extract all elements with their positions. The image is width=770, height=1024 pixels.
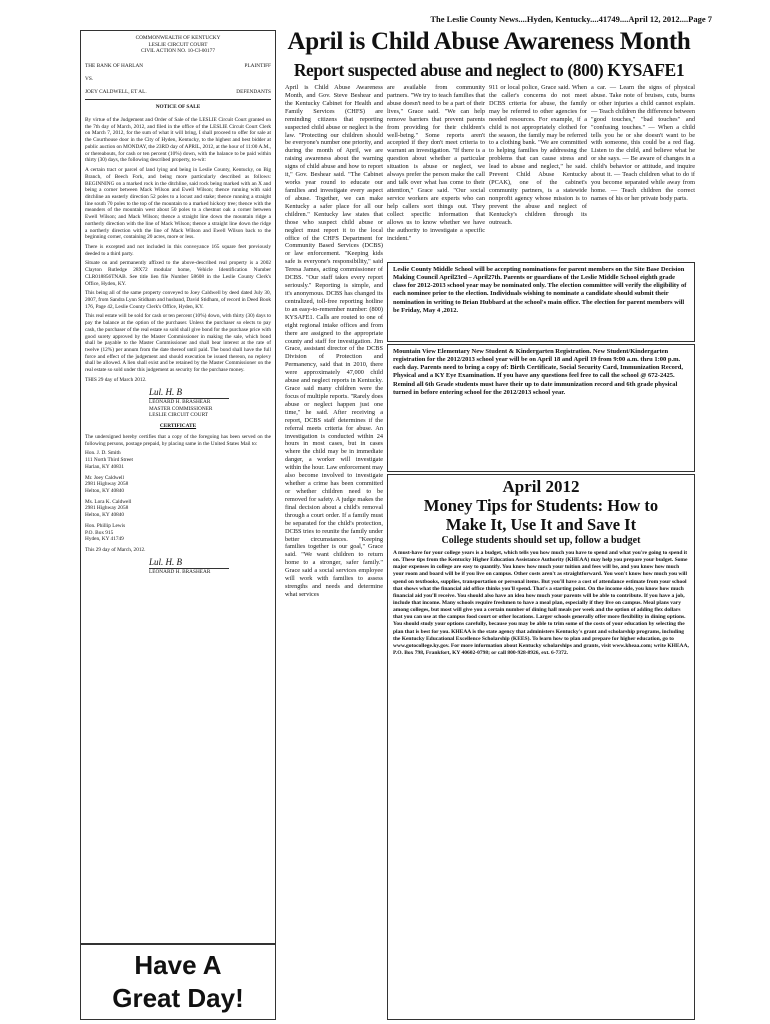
legal-notice bbox=[80, 30, 276, 944]
money-tips-title-2: Make It, Use It and Save It bbox=[445, 514, 637, 534]
article-column bbox=[387, 84, 485, 262]
court-line: LESLIE CIRCUIT COURT bbox=[148, 41, 208, 48]
registration-notice bbox=[387, 344, 695, 472]
article-column bbox=[285, 84, 383, 1020]
legal-paragraph: This real estate will be sold for cash or ten percent (10%) down, with thirty (30) days to pay the balance at the option of the purchaser. Unless the purchaser so elects to pay cash, the purchaser of the real estate so sold shall give bond for the purchase price with good surety approved by the Master Commissioner in making the sale, which bond shall be payable to the Master Commissioner and shall bear interest at the rate of twelve (12%) per annum from the date thereof until paid. The bond shall have the full force and effect of the judgement and should execution be issued thereon, no replevy shall be allowed. A lien shall exist and be retained by the Master Commissioner on the real estate so sold under this judgement as security for the purchase money. bbox=[85, 313, 271, 374]
signature: Lul. H. B bbox=[149, 387, 229, 399]
signer-line: LEONARD H. BRASHEAR bbox=[149, 399, 211, 406]
article-column bbox=[591, 84, 695, 262]
defendant-label: DEFENDANTS bbox=[236, 88, 271, 95]
money-tips-box bbox=[387, 474, 695, 1020]
article-text: a car. — Learn the signs of physical abuse. Take note of bruises, cuts, burns or other injuries a child cannot explain. — Teach children the difference between "good touches," "bad touches" and "confusing touches." — When a child tells you he or she doesn't want to be with someone, this could be a red flag. Listen to the child, and believe what he or she says. — Be aware of changes in a child's behavior or attitude, and inquire about it. — Teach children what to do if you become separated while away from home. — Teach children the correct names of his or her private body parts. bbox=[591, 84, 695, 202]
article-text: are available from community partners. "We try to teach families that abuse doesn't need to be a part of their lives," Grace said. "We can help remove barriers that prevent parents from providing for their children's well-being." Some reports aren't accepted if they don't meet criteria to warrant an investigation. "If there is a question about whether a particular situation is abuse or neglect, we always prefer the person make the call and talk over what has come to their attention," Grace said. "Our social service workers are experts who can help callers sort things out. They collect specific information that allows us to know whether we have the authority to investigate a specific incident." bbox=[387, 84, 485, 242]
defendant-name: JOEY CALDWELL, ET AL. bbox=[85, 88, 147, 95]
certificate-text: The undersigned hereby certifies that a copy of the foregoing has been served on the following persons, postage prepaid, by placing same in the United States Mail to: bbox=[85, 433, 271, 447]
signer2-line: LEONARD H. BRASHEAR bbox=[149, 569, 211, 576]
money-tips-title: Money Tips for Students: How to bbox=[423, 495, 659, 515]
certificate-title: CERTIFICATE bbox=[159, 423, 197, 430]
signature-2: Lul. H. B bbox=[149, 557, 229, 569]
court-line: CIVIL ACTION NO. 10-CI-00177 bbox=[141, 48, 215, 55]
court-line: COMMONWEALTH OF KENTUCKY bbox=[135, 35, 221, 41]
plaintiff-name: THE BANK OF HARLAN bbox=[85, 63, 144, 70]
greeting-box bbox=[80, 944, 276, 1020]
legal-paragraph: Situate on and permanently affixed to the above-described real property is a 2002 Clayton Rutledge 28X72 modular home, Vehicle Identification Number CLR018856TNAB. See title lien file Number 58608 in the Leslie County Clerk's Office, Hyden, KY. bbox=[85, 260, 271, 287]
article-text: April is Child Abuse Awareness Month, and Gov. Steve Beshear and the Kentucky Cabinet for Health and Family Services (CHFS) are reminding citizens that reporting suspected child abuse or neglect is the law. "Protecting our children should be everyone's number one priority, and during the month of April, we are raising awareness about the warning signs of child abuse and how to report it," Gov. Beshear said. "The Cabinet works year round to educate our families and investigate every aspect of abuse. Together, we can make Kentucky a safer place for all our children." Kentucky law states that those who suspect child abuse or neglect must report it to the local office of the CHFS Department for Community Based Services (DCBS) or law enforcement. "Keeping kids safe is everyone's responsibility," said Teresa James, acting commissioner of DCBS. "Our staff takes every report seriously." Reporting is simple, and it's anonymous. DCBS has changed its centralized, toll-free reporting hotline to an easy-to-remember number: (800) KYSAFE1. Calls are routed to one of eight regional intake offices and from there are assigned to the appropriate county and staff for investigation. Jim Grace, assistant director of the DCBS Division of Protection and Permanency, said that in 2010, there were approximately 47,000 child abuse and neglect reports in Kentucky. Grace said many children were the focus of multiple reports. "Rarely does abuse or neglect happen just one time," he said. After receiving a report, DCBS staff determines if the referral meets criteria for abuse. An investigation is conducted within 24 hours in most cases, but in cases where the child may be in immediate danger, a worker will investigate within the hour. Law enforcement may also become involved to investigate whether a crime has been committed or whether children need to be removed for safety. A judge makes the final decision about a child's removal through a court order. If a family must be separated for the child's protection, DCBS tries to reunite the family under better circumstances. "Keeping families together is our goal," Grace said. "We want children to return home to a stronger, safer family." Grace said a social services employee will work with families to assess strengths and needs and determine what services bbox=[285, 84, 383, 598]
dated-line-2: This 29 day of March, 2012. bbox=[85, 546, 146, 553]
dated-line: THIS 29 day of March 2012. bbox=[85, 376, 147, 383]
article-column bbox=[489, 84, 587, 262]
notice-text: Mountain View Elementary New Student & Kindergarten Registration. New Student/Kindergarten registration for the 2012/2013 school year will be on April 18 and April 19 from 9:00 a.m. thru 1:00 p.m. each day. Parents need to bring a copy of: Birth Certificate, Social Security Card, Immunization Record, Physical and a KY Eye Examination. If you have any questions feel free to call the school @ 672-2425. Remind all 6th Grade students must have their up to date immunization record and 6th grade physical turned in before entering school for the 2012/2013 school year. bbox=[393, 348, 683, 396]
legal-paragraph: By virtue of the Judgement and Order of Sale of the LESLIE Circuit Court granted on the 7th day of March, 2012, and filed in the office of the LESLIE Circuit Court Clerk on March 7, 2012, for the sum of what it will bring, I shall proceed to offer for sale at the Courthouse door in the City of Hyden, Kentucky, to the highest and best bidder at public auction on MONDAY, the 23RD day of APRIL, 2012, at the hour of 11:00 A.M., or thereabouts, for cash or ten percent (10%) down, with the balance to be paid within thirty (30) days, the following described property, to-wit: bbox=[85, 117, 271, 164]
article-title: April is Child Abuse Awareness Month bbox=[287, 28, 691, 55]
legal-paragraph: There is excepted and not included in this conveyance 165 square feet previously deeded to a third party. bbox=[85, 243, 271, 257]
legal-paragraph: A certain tract or parcel of land lying and being in Leslie County, Kentucky, on Big Branch, of Beech Fork, and being more particularly described as follows: BEGINNING on a marked rock in the ditchline, said rock being marked with an X and being a corner between Mack Wilson and Ewell Wilson; thence running with said ditchline an easterly direction 52 poles to a locust and stake; thence running a straight line south 70 poles to the top of the mountain to a marked hickory tree; thence with the meanders of the mountain west about 50 poles to a chestnut oak a corner between Ewell Wilson; and Mack Wilson; thence a straight line down the mountain ridge a northerly direction with the line of Mack Wilson; thence a straight line down the ridge a northerly direction with the line of Mack Wilson and Ewell Wilson back to the beginning corner, containing 20 acres, more or less. bbox=[85, 167, 271, 241]
money-tips-subtitle: College students should set up, follow a budget bbox=[441, 535, 641, 547]
greeting-line: Great Day! bbox=[112, 982, 244, 1013]
money-tips-body: A must-have for your college years is a budget, which tells you how much you have to spend and what you're going to spend it on. These tips from the Kentucky Higher Education Assistance Authority (KHEAA) may help you prepare your budget. Some major expenses in college are easy to quantify. You know how much your tuition and fees will be, and you know how much your room and board will be if you live on campus. Other costs aren't as straightforward. You won't know how much you will spend on textbooks, supplies, transportation or personal items. But you'll have a cost of attendance estimate from your school that shows what the financial aid office thinks you'll spend. That's a starting point. On the income side, you know how much financial aid you'll receive. You should also have an idea how much your parents will be able to contribute. If you have a job, include that income. Many schools require freshmen to have a meal plan, especially if they live on campus. Meal plans vary among colleges, but most will give you a certain number of dining hall meals per week and the option of adding flex dollars that you can use at the campus food court or other locations. Larger schools generally offer more flexibility in dining options. You should study your options carefully, because you may be able to trim some of the costs of your education by selecting the plan that is best for you. KHEAA is the state agency that administers Kentucky's grant and scholarship programs, including the Kentucky Educational Excellence Scholarship (KEES). To learn how to plan and prepare for higher education, go to www.gotocollege.ky.gov. For more information about Kentucky scholarships and grants, visit www.kheaa.com; write KHEAA, P.O. Box 798, Frankfort, KY 40602-0798; or call 800-928-8926, ext. 6-7372. bbox=[393, 549, 689, 656]
middle-school-notice bbox=[387, 262, 695, 342]
article-subtitle: Report suspected abuse and neglect to (800) KYSAFE1 bbox=[293, 60, 685, 80]
greeting-line: Have A bbox=[134, 950, 222, 980]
address-block: Hon. Phillip Lewis P.O. Box 915 Hyden, KY 41749 bbox=[85, 522, 126, 543]
money-tips-date: April 2012 bbox=[502, 477, 580, 496]
address-block: Hon. J. D. Smith 111 North Third Street Harlan, KY 40831 bbox=[85, 450, 133, 470]
signer-line: MASTER COMMISSIONER bbox=[149, 405, 213, 412]
address-block: Ms. Lora K. Caldwell 2981 Highway 2058 Helton, KY 40840 bbox=[85, 498, 132, 519]
notice-text: Leslie County Middle School will be accepting nominations for parent members on the Site Base Decision Making Council April23rd – April27th. Parents or guardians of the Leslie Middle School eighth grade class for 2012-2013 school year may be nominated only. The election committee will verify the eligibility of each nominee prior to the election. Individuals wishing to nominate a candidate should submit their nomination in writing to Brian Hubbard at the school's main office. The election for parent members will be Friday, May 4 ,2012. bbox=[393, 266, 687, 314]
page-header: The Leslie County News....Hyden, Kentucky....41749....April 12, 2012....Page 7 bbox=[430, 14, 712, 24]
legal-paragraph: This being all of the same property conveyed to Joey Caldwell by deed dated July 30, 2007, from Sandra Lynn Stidham and husband, David Stidham, of record in Deed Book 176, Page 42, Leslie County Clerk's Office, Hyden, KY. bbox=[85, 290, 271, 310]
signer-line: LESLIE CIRCUIT COURT bbox=[149, 412, 209, 419]
plaintiff-label: PLAINTIFF bbox=[244, 63, 271, 70]
address-block: Mr. Joey Caldwell 2981 Highway 2058 Helton, KY 40840 bbox=[85, 474, 129, 494]
article-text: 911 or local police, Grace said. When the caller's concerns do not meet DCBS criteria for abuse, the family may be referred to other agencies for needed resources. For example, if a child is not appropriately clothed for the season, the family may be referred to a clothing bank. "We are committed to helping families by addressing the problems that can cause stress and lead to abuse and neglect," he said. Prevent Child Abuse Kentucky (PCAK), one of the cabinet's community partners, is a statewide nonprofit agency whose mission is to prevent the abuse and neglect of Kentucky's children through its outreach. bbox=[489, 84, 587, 226]
notice-title: NOTICE OF SALE bbox=[85, 99, 271, 111]
vs-label: VS. bbox=[85, 75, 94, 82]
